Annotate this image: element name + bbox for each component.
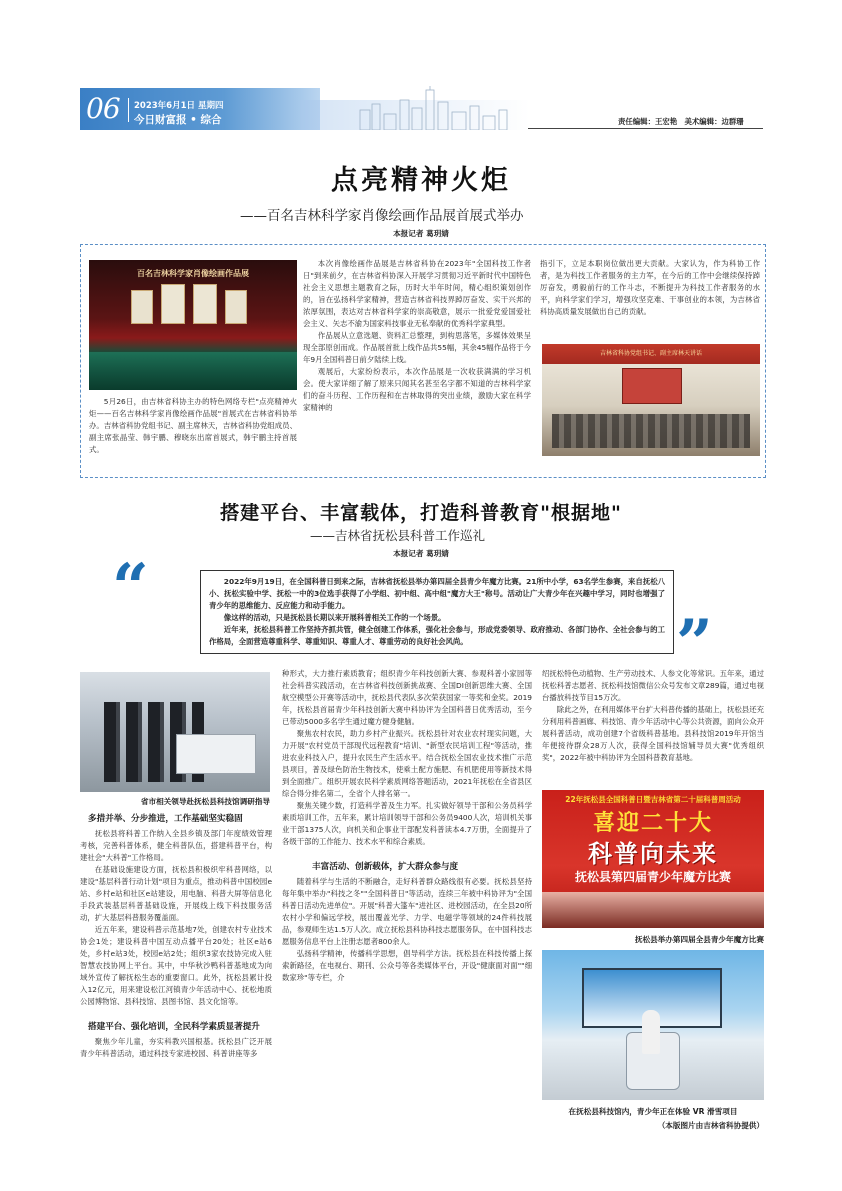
- article-1: [0, 150, 842, 490]
- portrait-frame: [161, 284, 185, 324]
- audience-rows: [552, 414, 750, 448]
- paragraph: 指引下，立足本职岗位做出更大贡献。大家认为，作为科协工作者，是为科技工作者服务的主力军，在今后的工作中会继续保持踔厉奋发，勇毅前行的工作斗志，不断提升为科技工作者服务的水平，向科学家们学习，增强攻坚克难、干事创业的本领，为吉林省科协高质量发展做出自己的贡献。: [540, 259, 760, 316]
- event-banner-line2: 喜迎二十大: [592, 811, 713, 836]
- stage-floor: [542, 892, 764, 928]
- portrait-frame: [193, 284, 217, 324]
- event-banner-line3: 科普向未来: [588, 840, 718, 868]
- paragraph: 本次肖像绘画作品展是吉林省科协在2023年"全国科技工作者日"到来前夕，在吉林省科协深入开展学习贯彻习近平新时代中国特色社会主义思想主题教育之际，历时大半年时间，精心组织策划创作的，旨在弘扬科学家精神，营造吉林省科技界踔厉奋发、实干兴邦的浓厚氛围，表达对吉林省科学家的崇高敬意，展示一批爱党爱国爱社会主义、矢志不渝为国家科技事业无私奉献的优秀科学家典型。: [303, 259, 531, 328]
- exhibition-hall-photo: [89, 260, 297, 390]
- photo-1-caption-text: 5月26日，由吉林省科协主办的特色网络专栏"点亮精神火炬——百名吉林科学家肖像绘画作品展"首展式在吉林省科协举办。吉林省科协党组书记、副主席林天，吉林省科协党组成员、副主席张晶莹、韩宇鹏、穆晓东出席首展式，韩宇鹏主持首展式。: [89, 397, 297, 454]
- exhibit-table: [176, 734, 256, 774]
- photo-1-caption: [89, 396, 297, 456]
- paragraph: 观展后，大家纷纷表示，本次作品展是一次收获满满的学习机会。使大家详细了解了原来只闻其名甚至名字都不知道的吉林科学家们的奋斗历程、工作历程和在吉林取得的突出业绩，激励大家在科学家精神的: [303, 367, 531, 412]
- lead-paragraph: 近年来，抚松县科普工作坚持齐抓共管，健全创建工作体系，强化社会参与，形成党委领导、政府推动、各部门协作、全社会参与的工作格局，全面营造尊重科学、尊重知识、尊重人才、尊重劳动的良好社会风尚。: [209, 625, 665, 646]
- editors-credit: 责任编辑：王宏艳 美术编辑：边群珊: [618, 117, 744, 126]
- lead-paragraph: 2022年9月19日，在全国科普日到来之际，吉林省抚松县举办第四届全县青少年魔方比赛。21所中小学，63名学生参赛，来自抚松八小、抚松实验中学、抚松一中的3位选手获得了小学组、初中组、高中组"魔方大王"称号。活动让广大青少年在兴趣中学习，同时也增强了青少年的思维能力、反应能力和动手能力。: [209, 577, 665, 610]
- section-name: 今日财富报 • 综合: [134, 114, 222, 126]
- projection-screen: [622, 368, 682, 404]
- photo-credit: （本版图片由吉林省科协提供）: [657, 1121, 764, 1130]
- paragraph: 聚焦关键少数，打造科学普及生力军。扎实做好领导干部和公务员科学素质培训工作，五年来，累计培训领导干部和公务员9400人次，培训机关事业干部1375人次，向机关和企事业干部配发科普读本4.7万册，全面提升了各级干部的工作能力、技术水平和综合素质。: [282, 801, 532, 846]
- paragraph: 作品展从立意选题、资料汇总整理，到构思落笔，多媒体效果呈现全部原创而成。作品展首批上线作品共55幅，其余45幅作品将于今年9月全国科普日前夕陆续上线。: [303, 331, 531, 364]
- page-number: 06: [86, 92, 120, 125]
- photo-3-caption: 省市相关领导赴抚松县科技馆调研指导: [140, 797, 270, 806]
- header-rule: [528, 128, 763, 129]
- skyline-graphic: [350, 86, 550, 130]
- paragraph: 弘扬科学精神，传播科学思想，倡导科学方法。抚松县在科技传播上探索新路径，在电视台、期刊、公众号等各类媒体平台，开设"健康面对面""细数家珍"等专栏，介: [282, 949, 532, 982]
- article-2-title: 搭建平台、丰富载体，打造科普教育"根据地": [220, 502, 622, 524]
- vr-skiing-photo: [542, 950, 764, 1100]
- open-quote-icon: “: [112, 550, 149, 625]
- article-2-column-1: [80, 812, 272, 1060]
- paragraph: 抚松县将科普工作纳入全县乡镇及部门年度绩效管理考核，完善科普体系，健全科普队伍，搭建科普平台，构建社会"大科普"工作格局。: [80, 829, 272, 862]
- article-1-byline: 本报记者 葛玥婧: [393, 229, 449, 238]
- museum-visit-photo: [80, 672, 270, 792]
- child-figure: [642, 1010, 660, 1054]
- portrait-frame: [225, 290, 247, 324]
- article-1-subtitle: ——百名吉林科学家肖像绘画作品展首展式举办: [240, 208, 524, 224]
- header-divider: [128, 98, 129, 122]
- article-2-subtitle: ——吉林省抚松县科普工作巡礼: [310, 528, 486, 543]
- rubiks-cube-event-photo: [542, 790, 764, 928]
- reflective-floor: [89, 352, 297, 390]
- section-heading: 搭建平台、强化培训，全民科学素质显著提升: [88, 1022, 260, 1032]
- article-2-column-3: [542, 668, 764, 764]
- meeting-room-photo: [542, 344, 760, 456]
- paragraph: 近五年来，建设科普示范基地7处，创建农村专业技术协会1处；建设科普中国互动点播平台20处；社区e站6处，乡村e站3处，校园e站2处；组织3家农技协完成入驻智慧农技协网上平台。其中，中华秋沙鸭科普基地成为向域外宣传了解抚松生态的重要窗口。此外，抚松县累计投入12亿元，用来建设松江河镇青少年活动中心、抚松地质公园博物馆、县科技馆、县图书馆、县文化馆等。: [80, 925, 272, 1006]
- article-1-column-3: [540, 258, 760, 318]
- article-1-column-2: [303, 258, 531, 414]
- portrait-frame: [131, 290, 153, 324]
- article-2: [0, 490, 842, 1191]
- event-banner-line4: 抚松县第四届青少年魔方比赛: [574, 870, 731, 884]
- section-heading: 丰富活动、创新载体，扩大群众参与度: [312, 862, 459, 872]
- page-header: [0, 0, 842, 140]
- article-2-column-2: [282, 668, 532, 984]
- event-banner-line1: 22年抚松县全国科普日暨吉林省第二十届科普周活动: [565, 795, 741, 804]
- article-1-title: 点亮精神火炬: [331, 165, 511, 196]
- paragraph: 聚焦农村农民，助力乡村产业振兴。抚松县针对农业农村现实问题，大力开展"农村党员干部现代远程教育"培训、"新型农民培训工程"等活动，推进农业科技入户，提升农民生产生活水平。结合抚松全国农业技术推广示范县项目，普及绿色防治生物技术，使乘土配方施肥、有机肥使用等新技术得到全面推广。组织开展农民科学素质网络答题活动，2021年抚松在全省县区综合得分排名第二，全省个人排名第一。: [282, 729, 532, 798]
- paragraph: 聚焦少年儿童，夯实科教兴国根基。抚松县广泛开展青少年科普活动，通过科技专家进校园、科普讲座等多: [80, 1037, 272, 1058]
- photo-5-caption: 在抚松县科技馆内，青少年正在体验 VR 滑雪项目: [568, 1107, 738, 1116]
- meeting-banner: 吉林省科协党组书记、副主席林天讲话: [599, 350, 702, 357]
- issue-date: 2023年6月1日 星期四: [134, 101, 224, 111]
- lead-box: [200, 570, 674, 654]
- exhibition-banner: 百名吉林科学家肖像绘画作品展: [137, 269, 249, 278]
- photo-4-caption: 抚松县举办第四届全县青少年魔方比赛: [634, 935, 764, 944]
- paragraph: 绍抚松特色动植物、生产劳动技术、人参文化等常识。五年来，通过抚松科普志愿者、抚松科技馆微信公众号发布文章289篇，通过电视台播放科技节目15万次。: [542, 669, 764, 702]
- paragraph: 随着科学与生活的不断融合，走好科普群众路线很有必要。抚松县坚持每年集中举办"科技之冬""全国科普日"等活动，连续三年被中科协评为"全国科普日活动先进单位"。开展"科普大篷车"进社区、进校园活动，在全县20所农村小学和偏远学校，展出覆盖光学、力学、电磁学等领域的24件科技展品，参观师生达1.5万人次。成立抚松县科协科技志愿服务队，在中国科技志愿服务信息平台上注册志愿者800余人。: [282, 877, 532, 946]
- section-heading: 多措并举、分步推进，工作基础坚实稳固: [88, 814, 243, 824]
- article-2-byline: 本报记者 葛玥婧: [393, 549, 449, 558]
- paragraph: 在基础设施建设方面，抚松县积极织牢科普网络，以建设"基层科普行动计划"项目为重点，推动科普中国校园e站、乡村e站和社区e站建设，用电脑、科普大屏等信息化手段武装基层科普基础设施，开展线上线下科技服务活动，扩大基层科普服务覆盖面。: [80, 865, 272, 922]
- close-quote-icon: ”: [676, 606, 713, 681]
- paragraph: 种形式，大力推行素质教育；组织青少年科技创新大赛、参观科普小家园等社会科普实践活动，在吉林省科技创新挑战赛、全国DI创新思维大赛、全国航空模型公开赛等活动中，抚松县代表队多次荣获国家一等奖和金奖。2019年，抚松县首届青少年科技创新大赛中科协评为全国科普日优秀活动，至今已带动5000多名学生通过魔方健身健脑。: [282, 669, 532, 726]
- paragraph: 除此之外，在利用媒体平台扩大科普传播的基础上，抚松县还充分利用科普画廊、科技馆、青少年活动中心等公共资源，面向公众开展科普活动，成功创建7个省级科普基地。县科技馆2019年开馆当年便接待群众28万人次，获得全国科技馆辅导员大赛"优秀组织奖"，2022年被中科协评为全国科普教育基地。: [542, 705, 764, 762]
- lead-paragraph: 像这样的活动，只是抚松县长期以来开展科普相关工作的一个场景。: [223, 613, 446, 622]
